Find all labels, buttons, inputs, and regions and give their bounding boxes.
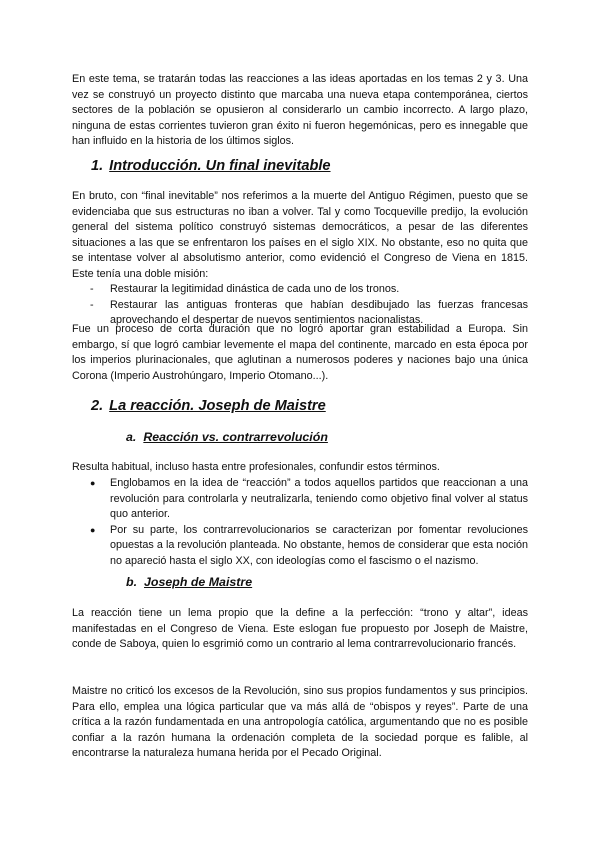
terms-list bbox=[90, 476, 528, 570]
intro-paragraph: En este tema, se tratarán todas las reacciones a las ideas aportadas en los temas 2 y 3. Una vez se construyó un proyecto distinto que marcaba una nueva etapa contemporánea, ciertos sectores de la población se opusieron al considerarlo un cambio incorrecto. A largo plazo, ninguna de estas corrientes tuvieron gran éxito ni fueron hegemónicas, pero es innegable que han influido en la historia de los últimos siglos. bbox=[72, 73, 528, 148]
subsection-a-number: a. bbox=[126, 430, 137, 444]
subsection-a-paragraph: Resulta habitual, incluso hasta entre profesionales, confundir estos términos. bbox=[72, 461, 440, 473]
section-2-number: 2. bbox=[91, 398, 104, 414]
section-1-number: 1. bbox=[91, 158, 104, 174]
list-item bbox=[90, 282, 528, 298]
section-1-paragraph-1: En bruto, con “final inevitable” nos referimos a la muerte del Antiguo Régimen, puesto que se evidenciaba que sus estructuras no iban a volver. Tal y como Tocqueville predijo, la evolución general del sistema político construyó sistemas democráticos, a pesar de las diferentes situaciones a las que se enfrentaron los países en el siglo XIX. No obstante, eso no quita que se intentase volver al absolutismo anterior, como evidenció el Congreso de Viena en 1815. Este tenía una doble misión: bbox=[72, 190, 528, 280]
subsection-b-title: Joseph de Maistre bbox=[144, 575, 253, 589]
subsection-b-number: b. bbox=[126, 575, 138, 589]
list-item bbox=[90, 476, 528, 523]
dash-marker: - bbox=[90, 283, 94, 295]
subsection-b-paragraph-1: La reacción tiene un lema propio que la define a la perfección: “trono y altar”, ideas manifestadas en el Congreso de Viena. Este eslogan fue propuesto por Joseph de Maistre, conde de Saboya, quien lo esgrimió como un contrario al lema contrarrevolucionario francés. bbox=[72, 607, 528, 651]
section-1-title: Introducción. Un final inevitable bbox=[109, 158, 331, 174]
subsection-a-title: Reacción vs. contrarrevolución bbox=[143, 430, 328, 444]
bullet-marker: ● bbox=[90, 478, 96, 488]
section-1-heading bbox=[91, 158, 331, 174]
mission-text: Restaurar la legitimidad dinástica de cada uno de los tronos. bbox=[110, 283, 400, 295]
bullet-marker: ● bbox=[90, 524, 96, 535]
subsection-b-heading bbox=[126, 575, 252, 589]
subsection-a-heading bbox=[126, 430, 328, 444]
bullet-text: Por su parte, los contrarrevolucionarios se caracterizan por fomentar revoluciones opuestas a la revolución planteada. No obstante, hemos de considerar que esta noción no apareció hasta el siglo XX, con ideologías como el fascismo o el nazismo. bbox=[110, 523, 528, 567]
section-2-title: La reacción. Joseph de Maistre bbox=[109, 398, 326, 414]
list-item bbox=[90, 523, 528, 570]
section-1-paragraph-2: Fue un proceso de corta duración que no logró aportar gran estabilidad a Europa. Sin embargo, sí que logró cambiar levemente el mapa del continente, marcado en esta época por los imperios plurinacionales, que aglutinan a numerosos poderes y naciones bajo una única Corona (Imperio Austrohúngaro, Imperio Otomano...). bbox=[72, 323, 528, 382]
section-2-heading bbox=[91, 398, 326, 414]
mission-text: Restaurar las antiguas fronteras que habían desdibujado las fuerzas francesas aprovechando el despertar de nuevos sentimientos nacionalistas. bbox=[110, 298, 528, 327]
bullet-text: Englobamos en la idea de “reacción” a todos aquellos partidos que reaccionan a una revolución para controlarla y neutralizarla, teniendo como objetivo final volver al status quo anterior. bbox=[110, 477, 528, 521]
subsection-b-paragraph-2: Maistre no criticó los excesos de la Revolución, sino sus propios fundamentos y sus principios. Para ello, emplea una lógica particular que va más allá de “obispos y reyes”. Parte de una crítica a la razón fundamentada en una antropología católica, argumentando que no es posible confiar a la razón humana la ordenación completa de la sociedad porque es falible, al encontrarse la naturaleza humana herida por el Pecado Original. bbox=[72, 685, 528, 760]
dash-marker: - bbox=[90, 298, 94, 311]
